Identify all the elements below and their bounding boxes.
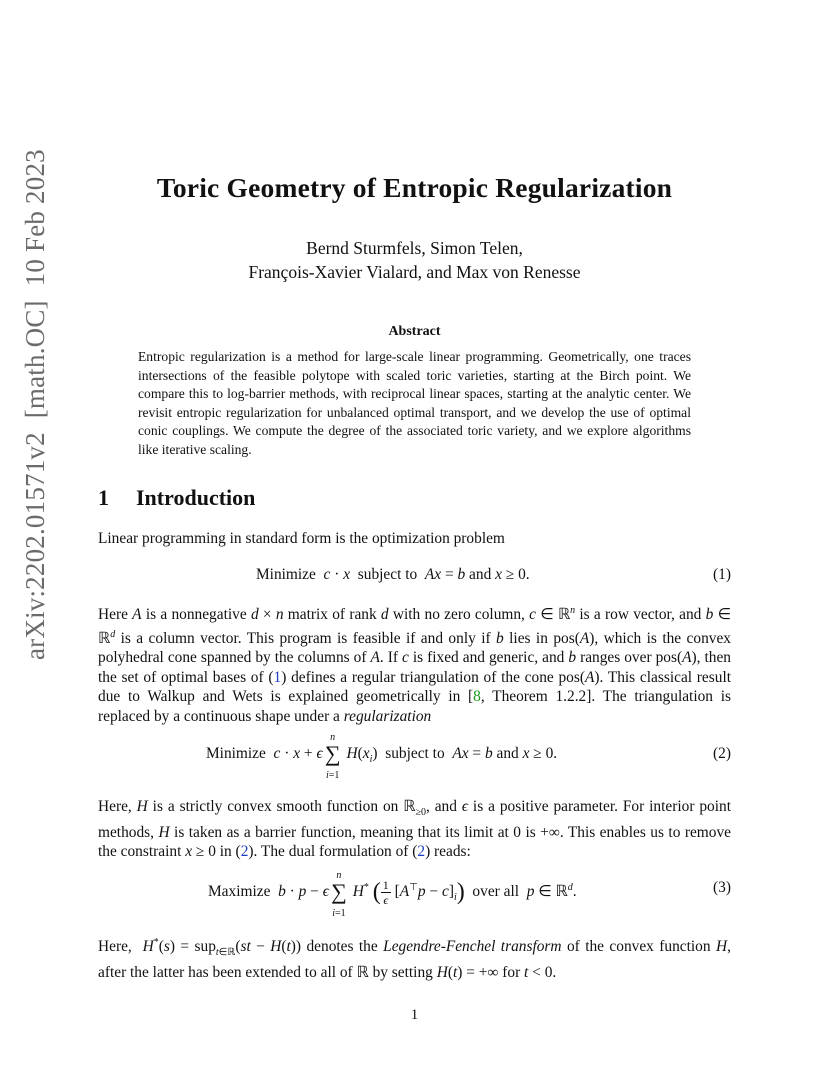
equation-3-label: (3) (713, 879, 731, 896)
section-heading (98, 485, 256, 510)
paragraph-1: Here A is a nonnegative d × n matrix of rank d with no zero column, c ∈ ℝ$^n$ is a row vector, and b ∈ ℝ$^d$ is a column vector. This program is feasible if and only if b lies in pos(A), which is the convex polyhedral cone spanned by the columns of A. If c is fixed and generic, and b ranges over pos(A), then the set of optimal bases of (1) defines a regular triangulation of the cone pos(A). This classical result due to Walkup and Wets is explained geometrically in [8, Theorem 1.2.2]. The triangulation is replaced by a continuous shape under a regularization (98, 605, 731, 725)
equation-1-link[interactable]: 1 (273, 668, 282, 686)
author-line-1: Bernd Sturmfels, Simon Telen, (306, 238, 523, 258)
author-list (98, 236, 731, 284)
paragraph-3: Here, H*(s) = sup$_{t\in ℝ}$(st − H(t)) denotes the Legendre-Fenchel transform of the convex function H, after the latter has been extended to all of ℝ by setting H(t) = +∞ for t < 0. (98, 937, 731, 981)
equation-2-link-2[interactable]: 2 (417, 843, 426, 861)
paper-title: Toric Geometry of Entropic Regularization (156, 172, 673, 203)
intro-sentence: Linear programming in standard form is the optimization problem (98, 530, 505, 547)
equation-3-body: Maximize b · p − ϵ∑ n i=1 H* ( $\frac{1}{\epsilon} [A^⊤p - c]_i$) over all p ∈ ℝ$^d$. (208, 870, 577, 920)
page-number: 1 (410, 1007, 419, 1023)
equation-2 (98, 732, 731, 794)
paper-page (98, 0, 731, 1072)
equation-1-body: Minimize c · x subject to Ax = b and x ≥ 0. (256, 566, 530, 583)
equation-2-link[interactable]: 2 (240, 843, 249, 861)
summation-symbol-2: ∑ n i=1 (331, 870, 347, 920)
summation-symbol: ∑ n i=1 (324, 732, 341, 781)
author-line-2: François-Xavier Vialard, and Max von Renesse (248, 262, 581, 282)
equation-2-label: (2) (713, 745, 731, 762)
paragraph-2: Here, H is a strictly convex smooth function on ℝ$_{\ge 0}$, and ϵ is a positive parameter. For interior point methods, H is taken as a barrier function, meaning that its limit at 0 is +∞. This enables us to remove the constraint x ≥ 0 in (2). The dual formulation of (2) reads: (98, 798, 731, 861)
section-title: Introduction (136, 485, 256, 510)
abstract-text: Entropic regularization is a method for large-scale linear programming. Geometrically, one traces intersections of the feasible polytope with scaled toric varieties, starting at the Birch point. We compare this to log-barrier methods, with reciprocal linear spaces, starting at the analytic center. We revisit entropic regularization for unbalanced optimal transport, and we develop the use of optimal conic couplings. We compute the degree of the associated toric variety, and we explore algorithms like iterative scaling. (138, 349, 691, 457)
equation-1-label: (1) (713, 566, 731, 583)
fraction: $\frac{1}{\epsilon}$ (382, 878, 389, 908)
citation-8-link[interactable]: 8 (473, 688, 481, 706)
equation-3 (98, 870, 731, 928)
abstract-heading: Abstract (388, 324, 441, 339)
arxiv-stamp: arXiv:2202.01571v2 [math.OC] 10 Feb 2023 (20, 149, 50, 660)
equation-2-body: Minimize c · x + ϵ∑ n i=1 $H(x_i)$ subject to Ax = b and x ≥ 0. (206, 732, 558, 781)
section-number: 1 (98, 485, 109, 510)
